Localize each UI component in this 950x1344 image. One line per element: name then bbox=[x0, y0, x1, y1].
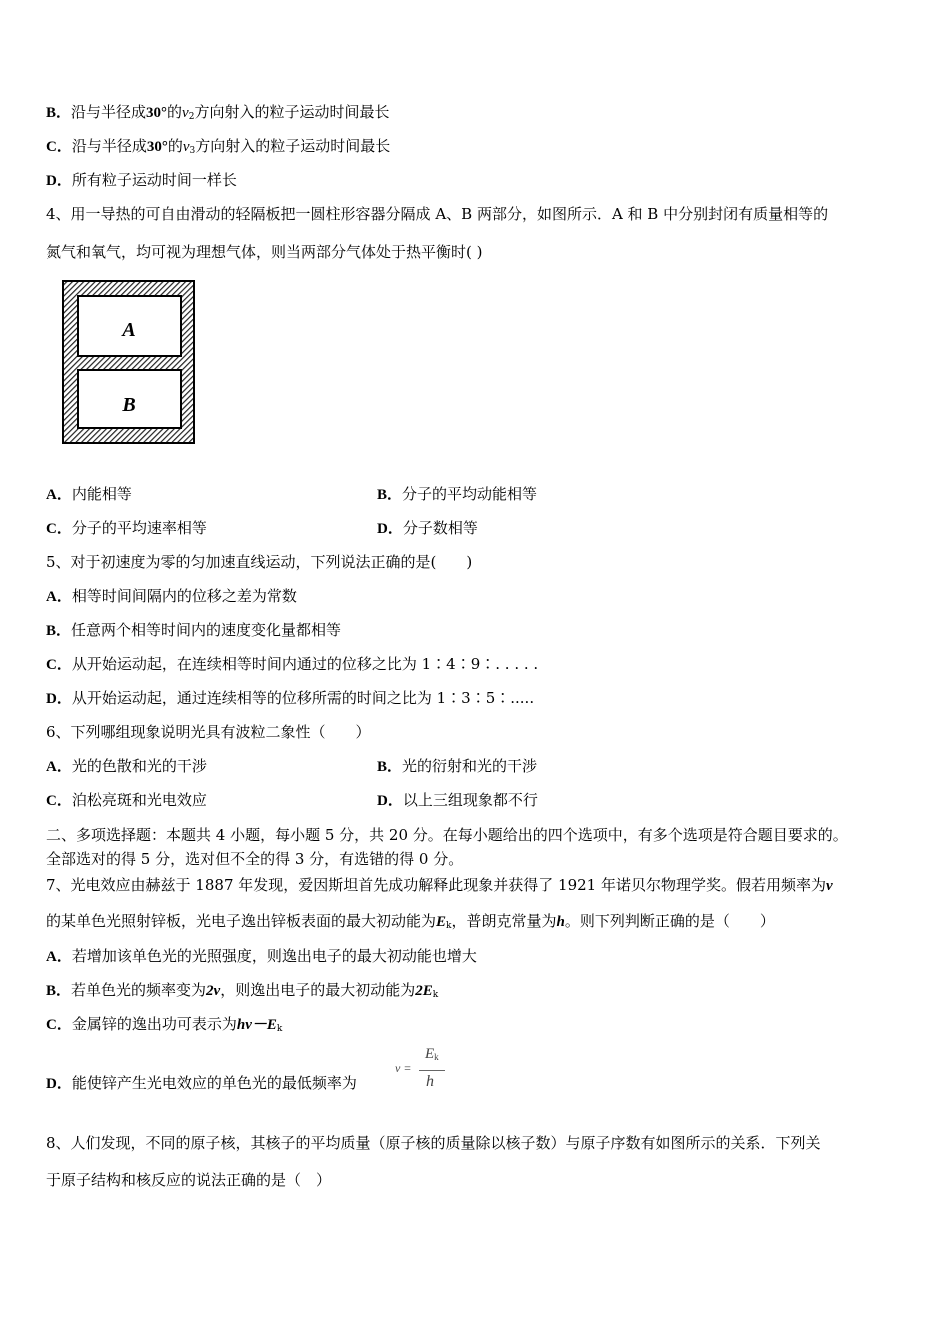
q5-option-c: C．从开始运动起，在连续相等时间内通过的位移之比为 1∶4∶9∶. . . . . bbox=[46, 655, 539, 673]
q6-option-b: B．光的衍射和光的干涉 bbox=[377, 757, 538, 775]
q7-stem-line1: 7、光电效应由赫兹于 1887 年发现，爱因斯坦首先成功解释此现象并获得了 1921 年诺贝尔物理学奖。假若用频率为ν bbox=[46, 876, 833, 894]
q4-option-a: A．内能相等 bbox=[46, 485, 132, 503]
q3-option-d: D．所有粒子运动时间一样长 bbox=[46, 171, 237, 189]
q5-stem: 5、对于初速度为零的匀加速直线运动，下列说法正确的是( ) bbox=[46, 553, 473, 571]
q5-option-d: D．从开始运动起，通过连续相等的位移所需的时间之比为 1∶3∶5∶..... bbox=[46, 689, 535, 707]
fraction-bar bbox=[419, 1070, 445, 1071]
q7-stem-line2: 的某单色光照射锌板，光电子逸出锌板表面的最大初动能为$E_k$，普朗克常量为h。则下列判断正确的是（ ） bbox=[46, 912, 775, 931]
q6-option-d: D．以上三组现象都不行 bbox=[377, 791, 538, 809]
q4-stem-line1: 4、用一导热的可自由滑动的轻隔板把一圆柱形容器分隔成 A、B 两部分，如图所示．A 和 B 中分别封闭有质量相等的 bbox=[46, 205, 829, 223]
min-frequency-formula: ν = $E_k$ h bbox=[395, 1046, 451, 1094]
cylinder-container-figure bbox=[62, 280, 196, 446]
q6-stem: 6、下列哪组现象说明光具有波粒二象性（ ） bbox=[46, 723, 371, 741]
q6-option-a: A．光的色散和光的干涉 bbox=[46, 757, 207, 775]
section2-instructions-line1: 二、多项选择题：本题共 4 小题，每小题 5 分，共 20 分。在每小题给出的四个选项中，有多个选项是符合题目要求的。 bbox=[46, 826, 848, 844]
q8-stem-line2: 于原子结构和核反应的说法正确的是（ ） bbox=[46, 1171, 332, 1189]
q4-option-c: C．分子的平均速率相等 bbox=[46, 519, 207, 537]
q8-stem-line1: 8、人们发现，不同的原子核，其核子的平均质量（原子核的质量除以核子数）与原子序数有如图所示的关系．下列关 bbox=[46, 1134, 821, 1152]
q4-option-b: B．分子的平均动能相等 bbox=[377, 485, 538, 503]
q3-option-b: B．沿与半径成30°的$v_2$方向射入的粒子运动时间最长 bbox=[46, 103, 390, 122]
q7-option-b: B．若单色光的频率变为2ν，则逸出电子的最大初动能为$2E_k$ bbox=[46, 981, 439, 1000]
q5-option-a: A．相等时间间隔内的位移之差为常数 bbox=[46, 587, 297, 605]
section2-instructions-line2: 全部选对的得 5 分，选对但不全的得 3 分，有选错的得 0 分。 bbox=[46, 850, 464, 868]
q7-option-a: A．若增加该单色光的光照强度，则逸出电子的最大初动能也增大 bbox=[46, 947, 477, 965]
q5-option-b: B．任意两个相等时间内的速度变化量都相等 bbox=[46, 621, 342, 639]
q7-option-d: D．能使锌产生光电效应的单色光的最低频率为 bbox=[46, 1074, 357, 1092]
label-b: B bbox=[122, 394, 136, 416]
q3-option-c: C．沿与半径成30°的$v_3$方向射入的粒子运动时间最长 bbox=[46, 137, 391, 156]
q7-option-c: C．金属锌的逸出功可表示为$h\nu-E_k$ bbox=[46, 1015, 283, 1034]
q4-option-d: D．分子数相等 bbox=[377, 519, 478, 537]
label-a: A bbox=[122, 319, 136, 341]
q4-stem-line2: 氮气和氧气，均可视为理想气体，则当两部分气体处于热平衡时( ) bbox=[46, 243, 483, 261]
q6-option-c: C．泊松亮斑和光电效应 bbox=[46, 791, 207, 809]
